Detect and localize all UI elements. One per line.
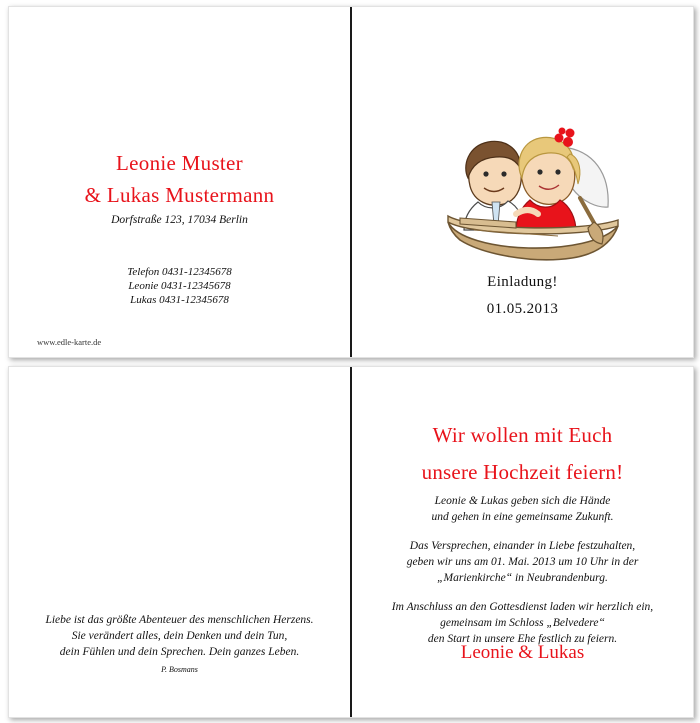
paragraph-2-line-3: „Marienkirche“ in Neubrandenburg. — [437, 572, 608, 584]
love-quote — [9, 612, 350, 678]
card-back-page — [9, 7, 350, 357]
paragraph-1-line-1: Leonie & Lukas geben sich die Hände — [434, 495, 611, 507]
website-url: www.edle-karte.de — [37, 337, 102, 347]
headline-line-1: Wir wollen mit Euch — [432, 423, 613, 447]
paragraph-3 — [352, 599, 693, 647]
card-quote-page — [9, 367, 350, 717]
paragraph-2-line-1: Das Versprechen, einander in Liebe festzuhalten, — [409, 540, 636, 552]
quote-line-3: dein Fühlen und dein Sprechen. Dein ganzes Leben. — [59, 646, 300, 658]
wedding-card-outside — [8, 6, 694, 358]
invitation-block — [352, 269, 693, 323]
paragraph-1-line-2: und gehen in eine gemeinsame Zukunft. — [431, 511, 614, 523]
signature: Leonie & Lukas — [460, 642, 585, 663]
wedding-date: 01.05.2013 — [486, 301, 559, 317]
phone-leonie: Leonie 0431-12345678 — [128, 280, 231, 292]
quote-author: P. Bosmans — [161, 665, 198, 674]
address-line: Dorfstraße 123, 17034 Berlin — [111, 214, 248, 226]
paragraph-3-line-3: den Start in unsere Ehe festlich zu feiern. — [427, 633, 618, 645]
phone-main: Telefon 0431-12345678 — [127, 266, 232, 278]
couple-name-second: & Lukas Mustermann — [84, 183, 275, 207]
paragraph-3-line-2: gemeinsam im Schloss „Belvedere“ — [440, 617, 605, 629]
card-front-page — [352, 7, 693, 357]
bride-and-groom-in-boat-icon — [412, 102, 642, 262]
couple-names — [9, 147, 350, 211]
card-text-page — [352, 367, 693, 717]
quote-line-1: Liebe ist das größte Abenteuer des menschlichen Herzens. — [45, 614, 314, 626]
invitation-text — [352, 493, 693, 660]
paragraph-3-line-1: Im Anschluss an den Gottesdienst laden wir herzlich ein, — [391, 601, 654, 613]
phone-lukas: Lukas 0431-12345678 — [130, 294, 229, 306]
couple-name-first: Leonie Muster — [116, 151, 243, 175]
paragraph-2 — [352, 538, 693, 586]
quote-line-2: Sie verändert alles, dein Denken und dein Tun, — [71, 630, 288, 642]
wedding-card-inside — [8, 366, 694, 718]
headline-line-2: unsere Hochzeit feiern! — [421, 460, 624, 484]
phone-block — [9, 265, 350, 307]
headline — [352, 417, 693, 491]
paragraph-2-line-2: geben wir uns am 01. Mai. 2013 um 10 Uhr in der — [406, 556, 639, 568]
invitation-label: Einladung! — [487, 274, 558, 290]
paragraph-1 — [352, 493, 693, 525]
